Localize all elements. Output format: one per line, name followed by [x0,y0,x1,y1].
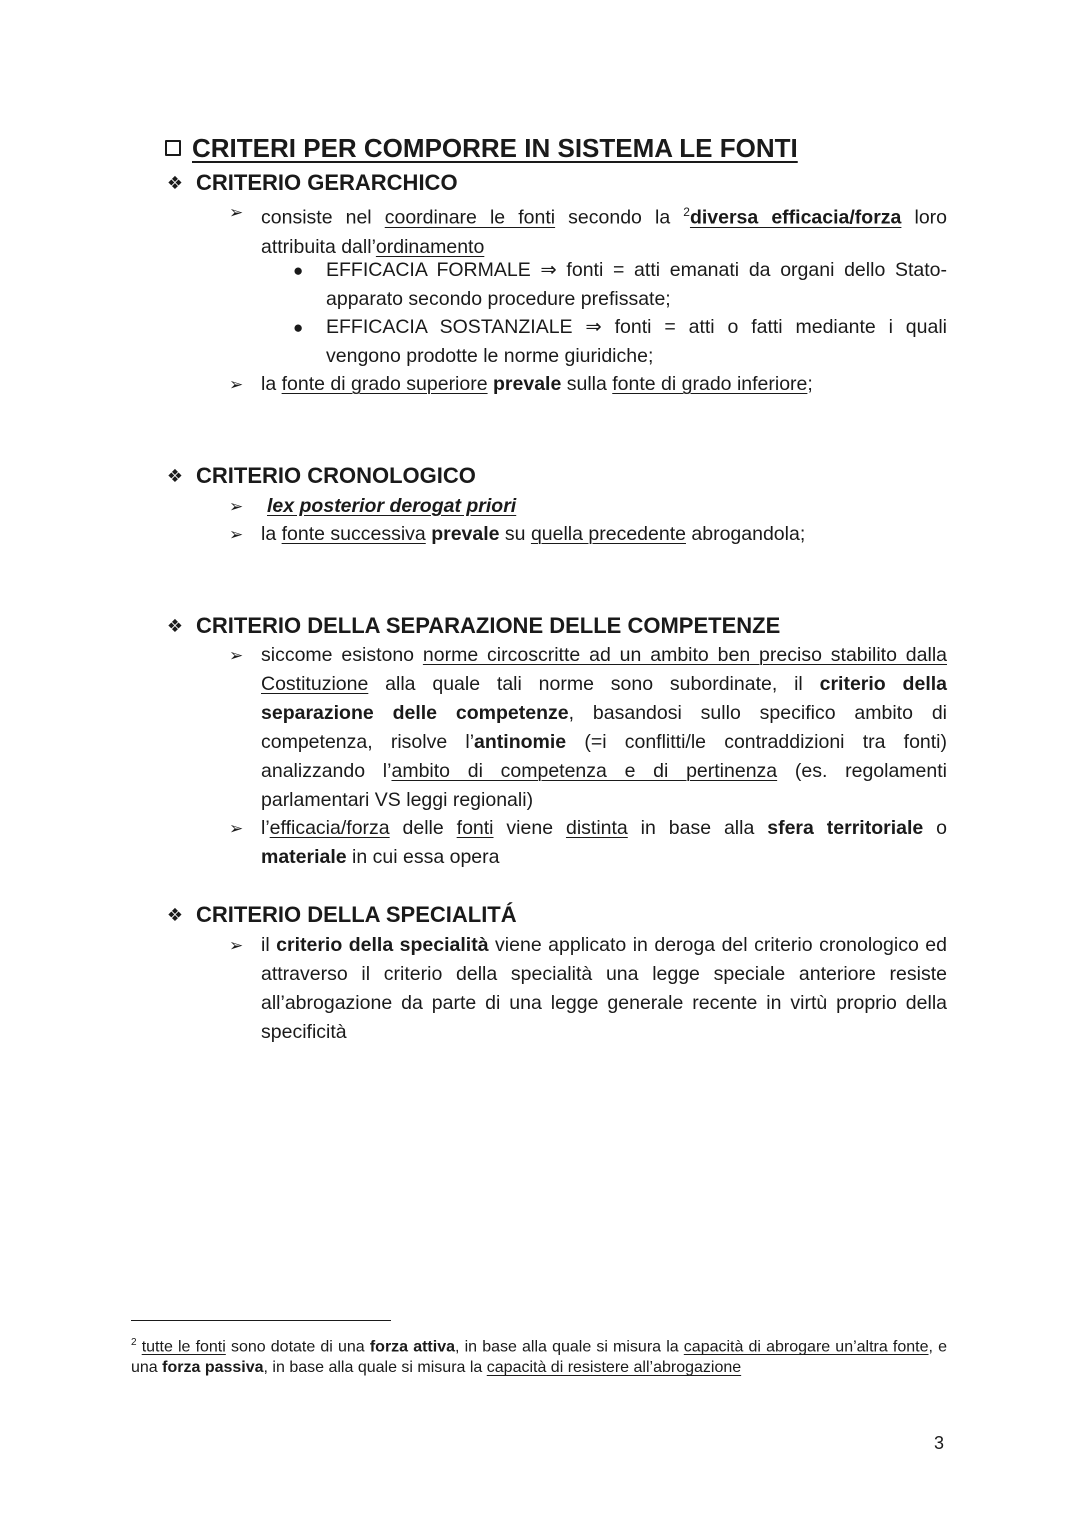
footnote: $^2$ tutte le fonti sono dotate di una forza attiva, in base alla quale si misura la capacità di abrogare un’altra fonte, e una forza passiva, in base alla quale si misura la capacità di resistere all’abrogazione [131,1337,947,1377]
list-item [229,641,947,815]
list-item-text: l’efficacia/forza delle fonti viene distinta in base alla sfera territoriale o materiale in cui essa opera [261,817,947,868]
diamond-bullet-icon: ❖ [166,905,184,925]
sub-list-item-text: EFFICACIA FORMALE ⇒ fonti = atti emanati da organi dello Stato-apparato secondo procedure prefissate; [326,259,947,310]
section-heading-cronologico [165,461,476,491]
checkbox-icon[interactable] [165,140,181,156]
arrow-bullet-icon: ➢ [229,646,244,665]
footnote-divider [131,1320,391,1321]
sub-list-item [293,256,947,314]
page-title [165,131,798,165]
arrow-bullet-icon: ➢ [229,203,244,222]
sub-list-item-text: EFFICACIA SOSTANZIALE ⇒ fonti = atti o fatti mediante i quali vengono prodotte le norme giuridiche; [326,316,947,367]
section-heading-gerarchico [165,168,458,198]
list-item [229,814,947,872]
list-item [229,370,947,399]
arrow-bullet-icon: ➢ [229,819,244,838]
list-item-text: la fonte di grado superiore prevale sulla fonte di grado inferiore; [261,373,813,395]
diamond-bullet-icon: ❖ [166,616,184,636]
list-item [229,931,947,1047]
arrow-bullet-icon: ➢ [229,375,244,394]
section-heading-text: CRITERIO DELLA SEPARAZIONE DELLE COMPETENZE [196,613,781,638]
section-heading-text: CRITERIO DELLA SPECIALITÁ [196,902,517,927]
dot-bullet-icon: ● [293,318,304,337]
arrow-bullet-icon: ➢ [229,525,244,544]
list-item [229,492,947,521]
arrow-bullet-icon: ➢ [229,497,244,516]
list-item-text: lex posterior derogat priori [267,495,517,517]
list-item-text: consiste nel coordinare le fonti secondo la $^2$diversa efficacia/forza loro attribuita dall’ordinamento [261,205,948,258]
section-heading-text: CRITERIO GERARCHICO [196,170,458,195]
list-item [229,198,947,262]
diamond-bullet-icon: ❖ [166,466,184,486]
dot-bullet-icon: ● [293,261,304,280]
list-item-text: siccome esistono norme circoscritte ad un ambito ben preciso stabilito dalla Costituzione alla quale tali norme sono subordinate, il criterio della separazione delle competenze, basandosi sullo specifico ambito di competenza, risolve l’antinomie (=i conflitti/le contraddizioni tra fonti) analizzando l’ambito di competenza e di pertinenza (es. regolamenti parlamentari VS leggi regionali) [261,644,947,811]
section-heading-separazione [165,611,780,641]
arrow-bullet-icon: ➢ [229,936,244,955]
list-item-text: la fonte successiva prevale su quella precedente abrogandola; [261,523,806,545]
page-title-text: CRITERI PER COMPORRE IN SISTEMA LE FONTI [192,133,798,163]
diamond-bullet-icon: ❖ [166,173,184,193]
footnote-ref[interactable]: 2 [683,205,690,219]
page-number: 3 [934,1433,945,1453]
section-heading-specialita [165,900,517,930]
footnote-number: 2 [131,1337,137,1348]
list-item-text: il criterio della specialità viene applicato in deroga del criterio cronologico ed attraverso il criterio della specialità una legge speciale anteriore resiste all’abrogazione da parte di una legge generale recente in virtù proprio della specificità [261,934,947,1043]
section-heading-text: CRITERIO CRONOLOGICO [196,463,476,488]
list-item [229,520,947,549]
sub-list-item [293,313,947,371]
